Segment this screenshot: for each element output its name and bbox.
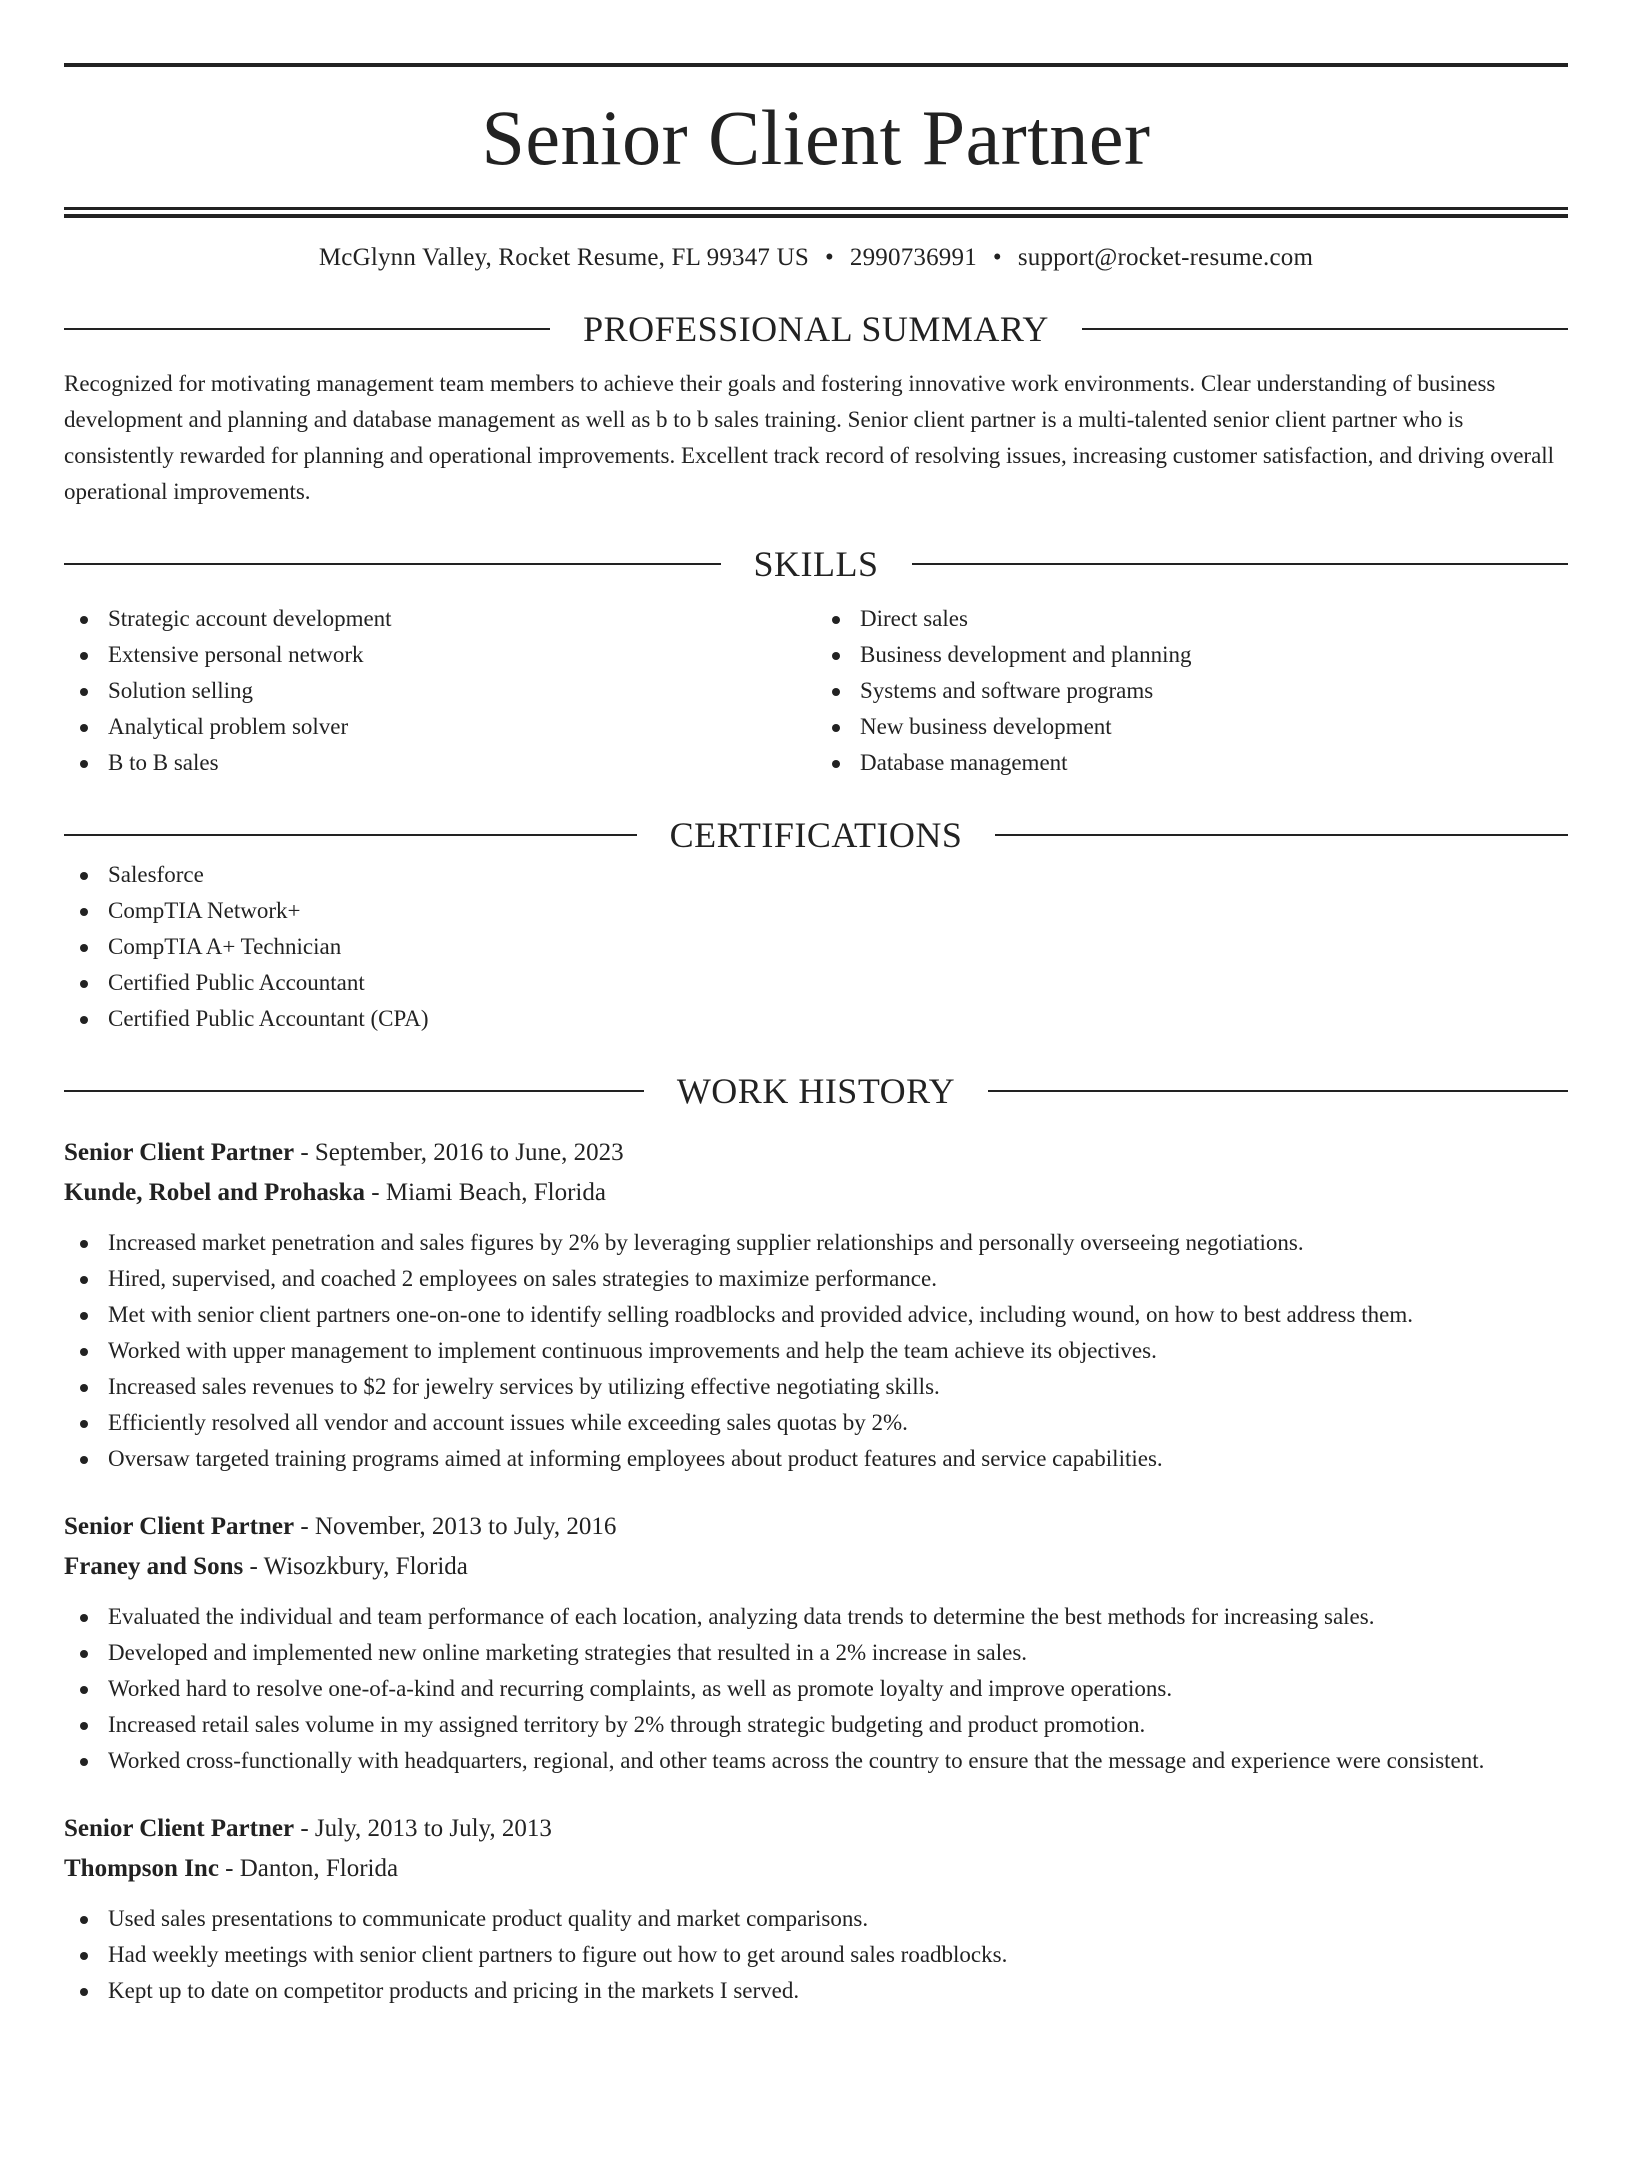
job-role-line xyxy=(64,1133,1568,1173)
section-heading-skills xyxy=(64,542,1568,586)
job-duty-item: Increased retail sales volume in my assigned territory by 2% through strategic budgeting and product promotion. xyxy=(64,1707,1568,1743)
certification-item: Certified Public Accountant xyxy=(64,965,1568,1001)
job-company-line xyxy=(64,1849,1568,1889)
job-location: - Danton, Florida xyxy=(218,1855,399,1882)
contact-separator: • xyxy=(824,244,834,271)
job-role-line xyxy=(64,1809,1568,1849)
job-dates: - September, 2016 to June, 2023 xyxy=(294,1139,624,1166)
heading-rule xyxy=(1082,328,1568,330)
job-duties-list xyxy=(64,1225,1568,1477)
job-entry xyxy=(64,1809,1568,2009)
contact-phone: 2990736991 xyxy=(849,244,977,271)
section-heading-summary xyxy=(64,307,1568,351)
job-entry xyxy=(64,1507,1568,1779)
job-duty-item: Oversaw targeted training programs aimed at informing employees about product features and service capabilities. xyxy=(64,1441,1568,1477)
certifications-list xyxy=(64,857,1568,1037)
job-company: Kunde, Robel and Prohaska xyxy=(64,1179,366,1206)
job-location: - Miami Beach, Florida xyxy=(365,1179,606,1206)
skill-item: New business development xyxy=(816,709,1568,745)
skills-list xyxy=(64,601,1568,781)
heading-rule xyxy=(64,1090,644,1092)
resume-title: Senior Client Partner xyxy=(481,94,1151,181)
certification-item: CompTIA Network+ xyxy=(64,893,1568,929)
skill-item: Strategic account development xyxy=(64,601,816,637)
section-title: CERTIFICATIONS xyxy=(669,815,963,855)
skill-item: Business development and planning xyxy=(816,637,1568,673)
certification-item: CompTIA A+ Technician xyxy=(64,929,1568,965)
job-duty-item: Efficiently resolved all vendor and account issues while exceeding sales quotas by 2%. xyxy=(64,1405,1568,1441)
contact-address: McGlynn Valley, Rocket Resume, FL 99347 US xyxy=(318,244,809,271)
job-duties-list xyxy=(64,1901,1568,2009)
skill-item: B to B sales xyxy=(64,745,816,781)
title-double-rule xyxy=(64,207,1568,218)
job-duty-item: Worked hard to resolve one-of-a-kind and recurring complaints, as well as promote loyalty and improve operations. xyxy=(64,1671,1568,1707)
job-duty-item: Worked cross-functionally with headquarters, regional, and other teams across the country to ensure that the message and experience were consistent. xyxy=(64,1743,1568,1779)
heading-rule xyxy=(912,563,1569,565)
skills-column-left xyxy=(64,601,816,781)
job-dates: - July, 2013 to July, 2013 xyxy=(294,1815,552,1842)
heading-rule xyxy=(64,563,721,565)
skill-item: Direct sales xyxy=(816,601,1568,637)
job-company-line xyxy=(64,1173,1568,1213)
certification-item: Certified Public Accountant (CPA) xyxy=(64,1001,1568,1037)
contact-separator: • xyxy=(992,244,1002,271)
job-duty-item: Increased market penetration and sales figures by 2% by leveraging supplier relationships and personally overseeing negotiations. xyxy=(64,1225,1568,1261)
contact-email: support@rocket-resume.com xyxy=(1017,244,1314,271)
job-duty-item: Worked with upper management to implement continuous improvements and help the team achieve its objectives. xyxy=(64,1333,1568,1369)
heading-rule xyxy=(995,834,1568,836)
job-dates: - November, 2013 to July, 2016 xyxy=(294,1513,617,1540)
job-entry xyxy=(64,1133,1568,1477)
job-duty-item: Evaluated the individual and team performance of each location, analyzing data trends to determine the best methods for increasing sales. xyxy=(64,1599,1568,1635)
skill-item: Analytical problem solver xyxy=(64,709,816,745)
certification-item: Salesforce xyxy=(64,857,1568,893)
summary-text: Recognized for motivating management team members to achieve their goals and fostering innovative work environments. Clear understanding of business development and planning and database management as well as b to b sales training. Senior client partner is a multi-talented senior client partner who is consistently rewarded for planning and operational improvements. Excellent track record of resolving issues, increasing customer satisfaction, and driving overall operational improvements. xyxy=(64,371,1555,504)
job-location: - Wisozkbury, Florida xyxy=(243,1553,468,1580)
job-duty-item: Kept up to date on competitor products and pricing in the markets I served. xyxy=(64,1973,1568,2009)
top-rule xyxy=(64,63,1568,67)
section-title: SKILLS xyxy=(753,544,879,584)
heading-rule xyxy=(64,328,550,330)
section-title: PROFESSIONAL SUMMARY xyxy=(583,309,1049,349)
job-duty-item: Had weekly meetings with senior client partners to figure out how to get around sales roadblocks. xyxy=(64,1937,1568,1973)
job-role-line xyxy=(64,1507,1568,1547)
section-title: WORK HISTORY xyxy=(676,1071,956,1111)
job-duty-item: Developed and implemented new online marketing strategies that resulted in a 2% increase in sales. xyxy=(64,1635,1568,1671)
job-duty-item: Used sales presentations to communicate product quality and market comparisons. xyxy=(64,1901,1568,1937)
section-heading-work-history xyxy=(64,1069,1568,1113)
job-role: Senior Client Partner xyxy=(64,1139,295,1166)
job-role: Senior Client Partner xyxy=(64,1513,295,1540)
heading-rule xyxy=(64,834,637,836)
resume-page xyxy=(0,63,1632,2175)
skills-column-right xyxy=(816,601,1568,781)
job-duty-item: Increased sales revenues to $2 for jewelry services by utilizing effective negotiating skills. xyxy=(64,1369,1568,1405)
job-duties-list xyxy=(64,1599,1568,1779)
contact-line xyxy=(64,241,1568,275)
job-company: Franey and Sons xyxy=(64,1553,244,1580)
skill-item: Database management xyxy=(816,745,1568,781)
skill-item: Systems and software programs xyxy=(816,673,1568,709)
job-duty-item: Met with senior client partners one-on-one to identify selling roadblocks and provided advice, including wound, on how to best address them. xyxy=(64,1297,1568,1333)
job-role: Senior Client Partner xyxy=(64,1815,295,1842)
skill-item: Solution selling xyxy=(64,673,816,709)
skill-item: Extensive personal network xyxy=(64,637,816,673)
job-duty-item: Hired, supervised, and coached 2 employees on sales strategies to maximize performance. xyxy=(64,1261,1568,1297)
heading-rule xyxy=(988,1090,1568,1092)
job-company: Thompson Inc xyxy=(64,1855,219,1882)
job-company-line xyxy=(64,1547,1568,1587)
section-heading-certifications xyxy=(64,813,1568,857)
